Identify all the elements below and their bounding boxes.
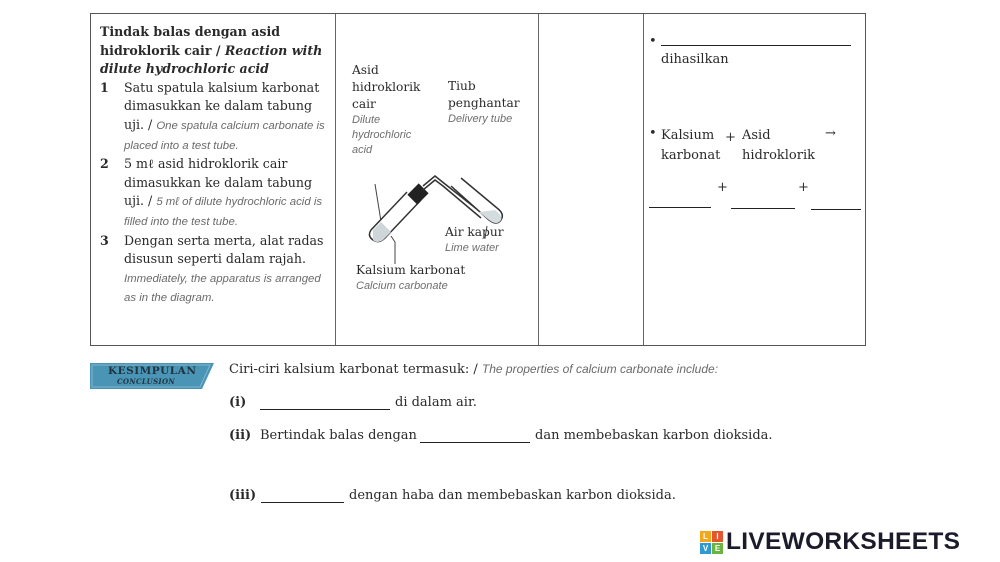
logo-text: LIVEWORKSHEETS [726,528,961,555]
activity-table [90,13,866,346]
label-calcium-carbonate: Kalsium karbonat Calcium carbonate [356,263,466,292]
equation-plus: + [798,180,809,195]
item-text: dan membebaskan karbon dioksida. [535,428,773,443]
equation-arrow: → [825,126,836,141]
item-text: Bertindak balas dengan [260,428,417,443]
column-divider [335,14,336,345]
item-label: (i) [229,395,247,410]
equation-reactant-2: Asid hidroklorik [742,128,816,163]
result-answer-blank[interactable] [661,34,851,46]
procedure-step: 3 Dengan serta merta, alat radas disusun seperti dalam rajah. Immediately, the apparatus is arranged as in the diagram. [100,232,324,305]
banner-title-en: CONCLUSION [117,377,176,386]
banner-title-ms: KESIMPULAN [108,365,197,377]
item-text: dengan haba dan membebaskan karbon dioksida. [349,488,676,503]
result-produced: dihasilkan [661,52,729,67]
label-lime-water: Air kapur Lime water [445,225,504,254]
conclusion-banner [90,363,214,389]
procedure-step: 1 Satu spatula kalsium karbonat dimasukkan ke dalam tabung uji. / One spatula calcium carbonate is placed into a test tube. [100,79,325,152]
carbonate-pointer-line [391,236,395,264]
result-bullet: • [649,126,657,141]
conclusion-blank-1[interactable] [260,395,390,410]
item-text: di dalam air. [395,395,477,410]
apparatus-diagram [361,164,521,274]
product-blank-1[interactable] [649,197,711,208]
label-delivery-tube: Tiub penghantar Delivery tube [448,79,520,125]
procedure-heading: Tindak balas dengan asid hidroklorik cair / Reaction with dilute hydrochloric acid [100,24,323,77]
limewater-test-tube [451,178,502,223]
procedure-column [100,23,332,308]
conclusion-blank-2[interactable] [420,428,530,443]
conclusion-blank-3[interactable] [261,488,344,503]
equation-plus: + [717,180,728,195]
logo-icon: L I V E [700,531,723,554]
label-dilute-acid: Asid hidroklorik cair Dilute hydrochloric acid [352,63,421,156]
column-divider [538,14,539,345]
item-label: (ii) [229,428,252,443]
result-bullet: • [649,34,657,49]
product-blank-3[interactable] [811,199,861,210]
equation-plus: + [725,130,736,145]
procedure-step: 2 5 mℓ asid hidroklorik cair dimasukkan ke dalam tabung uji. / 5 mℓ of dilute hydrochloric acid is filled into the test tube. [100,156,323,228]
item-label: (iii) [229,488,257,503]
product-blank-2[interactable] [731,198,795,209]
conclusion-intro: Ciri-ciri kalsium karbonat termasuk: / The properties of calcium carbonate include: [229,362,719,377]
liveworksheets-logo [700,528,960,556]
equation-reactant-1: Kalsium karbonat [661,128,721,163]
column-divider [643,14,644,345]
